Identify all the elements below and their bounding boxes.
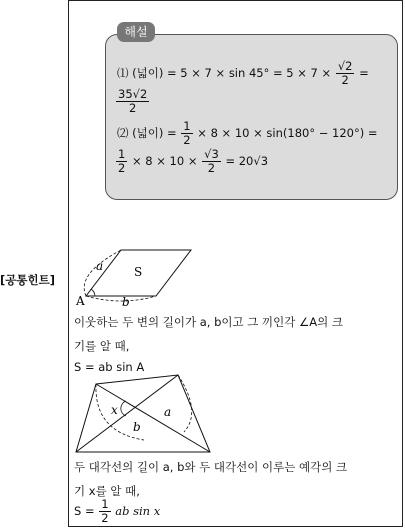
hint-text-2b: 기 x를 알 때, <box>74 484 140 498</box>
fraction <box>116 148 127 175</box>
fraction <box>99 498 110 525</box>
answer-2-result: = 20√3 <box>225 154 269 168</box>
common-hint-label: [공통힌트] <box>0 273 55 287</box>
numerator: √3 <box>204 147 219 161</box>
answer-1-text: ⑴ (넓이) = 5 × 7 × sin 45° = 5 × 7 × <box>117 66 332 80</box>
denominator: 2 <box>183 133 191 147</box>
label-S: S <box>134 265 143 279</box>
answer-line-1 <box>117 60 369 87</box>
answer-2-mid: × 8 × 10 × <box>131 154 198 168</box>
numerator: 1 <box>101 497 109 511</box>
explanation-box <box>105 34 398 200</box>
hint-text-1a: 이웃하는 두 변의 길이가 a, b이고 그 끼인각 ∠A의 크 <box>74 315 344 329</box>
fraction <box>202 148 221 175</box>
answer-line-2 <box>115 88 150 115</box>
formula-2-lhs: S = <box>74 504 95 518</box>
denominator: 2 <box>207 161 216 175</box>
answer-2-label: ⑵ (넓이) = <box>117 126 177 140</box>
formula-2-rhs: ab sin x <box>115 504 161 518</box>
hint-text-2a: 두 대각선의 길이 a, b와 두 대각선이 이루는 예각의 크 <box>74 460 348 474</box>
answer-2-text: × 8 × 10 × sin(180° − 120°) = <box>197 126 378 140</box>
label-b: b <box>122 295 130 308</box>
equals-sign: = <box>359 66 369 80</box>
denominator: 2 <box>118 161 126 175</box>
fraction <box>336 60 355 87</box>
denominator: 2 <box>101 511 109 525</box>
numerator: 1 <box>183 119 191 133</box>
quadrilateral-figure <box>74 372 219 456</box>
numerator: √2 <box>337 59 353 73</box>
angle-x-arc <box>121 401 126 416</box>
answer-line-4 <box>115 148 268 175</box>
label-x: x <box>111 403 118 417</box>
numerator: 35√2 <box>118 87 148 101</box>
answer-line-3 <box>117 120 378 147</box>
label-A: A <box>76 294 85 308</box>
parallelogram-figure <box>76 246 196 308</box>
label-b: b <box>133 420 141 434</box>
numerator: 1 <box>118 147 126 161</box>
label-a: a <box>164 405 172 419</box>
diagonal-a <box>76 375 178 452</box>
side-b-brace <box>86 296 156 301</box>
angle-arc <box>91 289 95 296</box>
formula-1: S = ab sin A <box>74 360 145 374</box>
label-a: a <box>96 259 104 273</box>
formula-2 <box>74 498 160 525</box>
fraction <box>116 88 149 115</box>
explanation-tag: 해설 <box>117 22 155 42</box>
denominator: 2 <box>341 73 349 87</box>
hint-text-1b: 기를 알 때, <box>74 339 130 353</box>
fraction <box>181 120 192 147</box>
denominator: 2 <box>128 101 137 115</box>
